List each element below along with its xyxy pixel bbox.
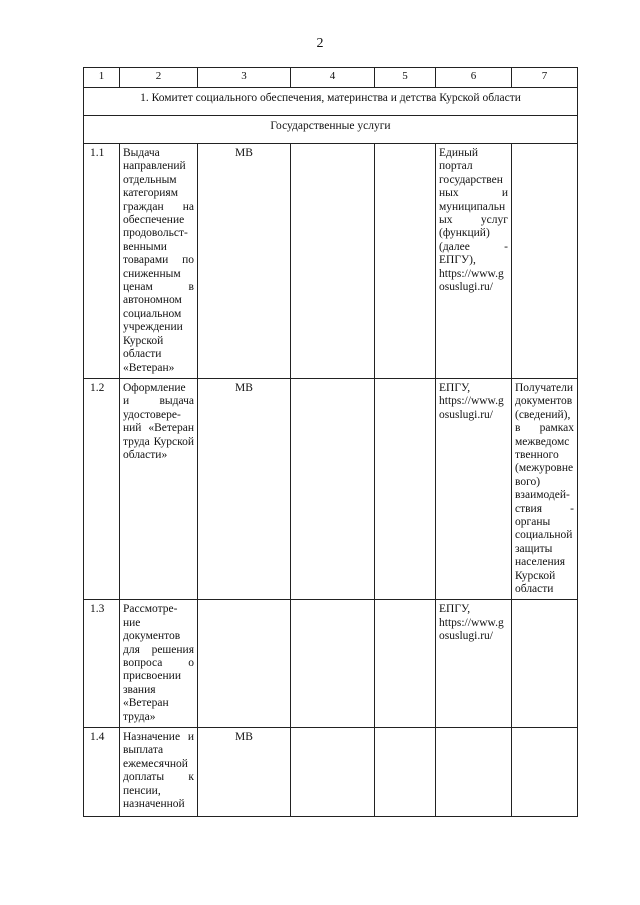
- cell-col3: МВ: [198, 728, 291, 817]
- cell-col3: МВ: [198, 144, 291, 379]
- header-cell: 1: [84, 68, 120, 88]
- cell-col5: [375, 600, 436, 728]
- header-row: [84, 68, 578, 88]
- header-cell: 4: [291, 68, 375, 88]
- cell-col4: [291, 728, 375, 817]
- row-number: 1.1: [84, 144, 120, 379]
- row-number: 1.4: [84, 728, 120, 817]
- row-number: 1.2: [84, 378, 120, 600]
- table-row: [84, 378, 578, 600]
- cell-col7: [512, 600, 578, 728]
- cell-col7: [512, 144, 578, 379]
- subsection-title: Государственные услуги: [84, 116, 578, 144]
- cell-col5: [375, 728, 436, 817]
- header-cell: 5: [375, 68, 436, 88]
- table-row: [84, 728, 578, 817]
- cell-col5: [375, 378, 436, 600]
- cell-col6: ЕПГУ, https://www.gosuslugi.ru/: [436, 378, 512, 600]
- cell-col6: [436, 728, 512, 817]
- table-row: [84, 144, 578, 379]
- subsection-row: [84, 116, 578, 144]
- page-number: 2: [316, 36, 324, 51]
- service-name: Рассмотре-ние документов для решения вопроса о присвоении звания «Ветеран труда»: [120, 600, 198, 728]
- services-table: [83, 67, 578, 817]
- header-cell: 7: [512, 68, 578, 88]
- cell-col4: [291, 378, 375, 600]
- cell-col3: МВ: [198, 378, 291, 600]
- header-cell: 2: [120, 68, 198, 88]
- header-cell: 3: [198, 68, 291, 88]
- cell-col3: [198, 600, 291, 728]
- service-name: Оформление и выдача удостовере-ний «Ветеран труда Курской области»: [120, 378, 198, 600]
- cell-col6: ЕПГУ, https://www.gosuslugi.ru/: [436, 600, 512, 728]
- cell-col4: [291, 600, 375, 728]
- service-name: Выдача направлений отдельным категориям граждан на обеспечение продовольст-венными товарами по сниженным ценам в автономном социальном учреждении Курской области «Ветеран»: [120, 144, 198, 379]
- row-number: 1.3: [84, 600, 120, 728]
- section-title: 1. Комитет социального обеспечения, материнства и детства Курской области: [84, 88, 578, 116]
- cell-col7: Получатели документов (сведений), в рамках межведомственного (межуровневого) взаимодей-ствия - органы социальной защиты населения Курской области: [512, 378, 578, 600]
- table-row: [84, 600, 578, 728]
- service-name: Назначение и выплата ежемесячной доплаты к пенсии, назначенной: [120, 728, 198, 817]
- section-row: [84, 88, 578, 116]
- cell-col5: [375, 144, 436, 379]
- cell-col4: [291, 144, 375, 379]
- cell-col6: Единый портал государственных и муниципальных услуг (функций) (далее - ЕПГУ), https://www.gosuslugi.ru/: [436, 144, 512, 379]
- cell-col7: [512, 728, 578, 817]
- header-cell: 6: [436, 68, 512, 88]
